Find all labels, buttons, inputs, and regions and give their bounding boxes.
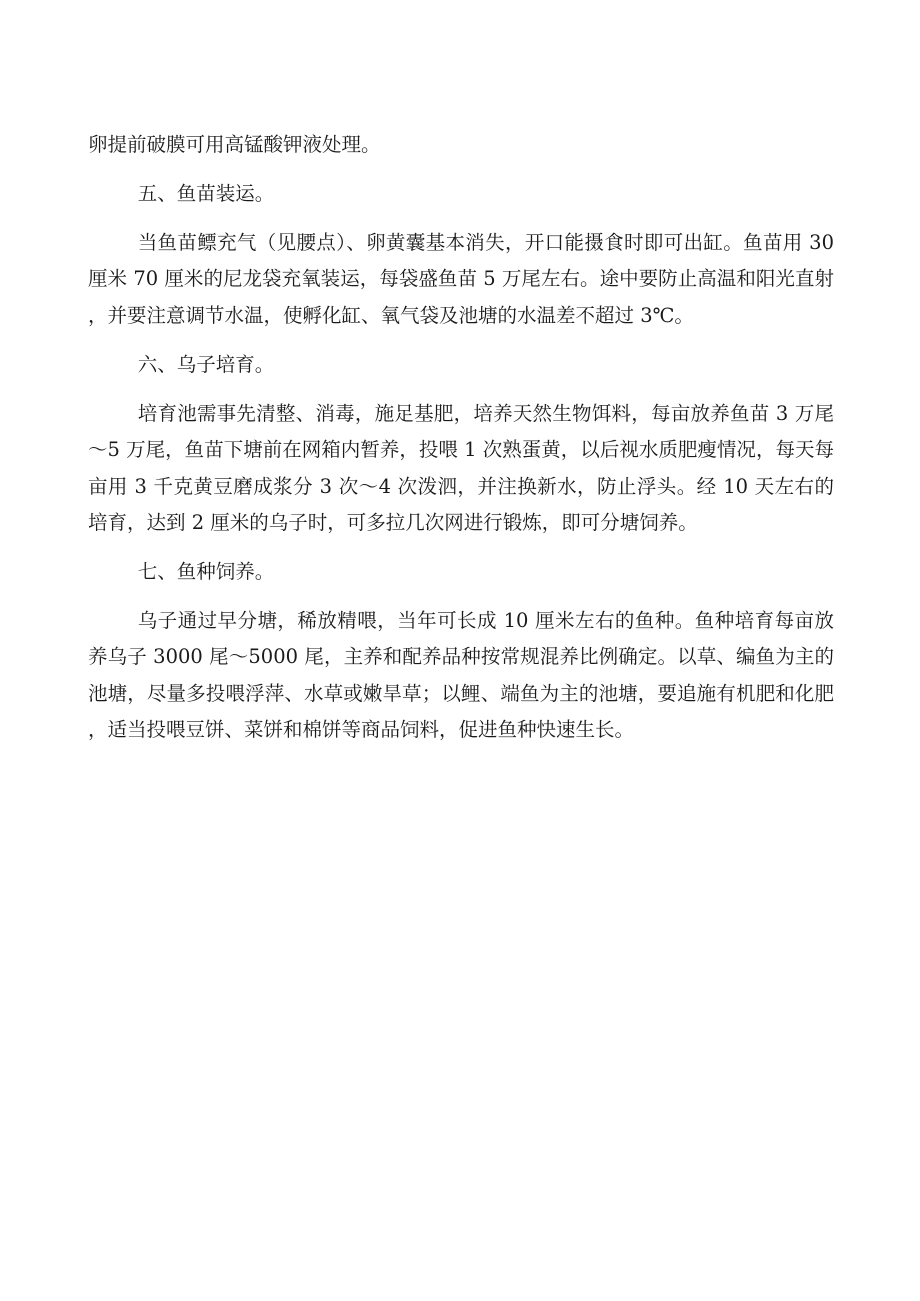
paragraph-fry-transport: 当鱼苗鳔充气（见腰点）、卵黄囊基本消失，开口能摄食时即可出缸。鱼苗用 30 厘米 70 厘米的尼龙袋充氧装运，每袋盛鱼苗 5 万尾左右。途中要防止高温和阳光直射，并要注意调节水温，使孵化缸、氧气袋及池塘的水温差不超过 3℃。	[88, 231, 834, 327]
paragraph-fingerling-feeding: 乌子通过早分塘，稀放精喂，当年可长成 10 厘米左右的鱼种。鱼种培育每亩放养乌子 3000 尾～5000 尾，主养和配养品种按常规混养比例确定。以草、编鱼为主的池塘，尽量多投喂浮萍、水草或嫩旱草；以鲤、端鱼为主的池塘，要追施有机肥和化肥，适当投喂豆饼、菜饼和棉饼等商品饲料，促进鱼种快速生长。	[88, 609, 834, 742]
paragraph-continuation: 卵提前破膜可用高锰酸钾液处理。	[88, 133, 381, 156]
document-body	[88, 127, 834, 761]
paragraph-wuzi-rearing: 培育池需事先清整、消毒，施足基肥，培养天然生物饵料，每亩放养鱼苗 3 万尾～5 万尾，鱼苗下塘前在网箱内暂养，投喂 1 次熟蛋黄，以后视水质肥瘦情况，每天每亩用 3 千克黄豆磨成浆分 3 次～4 次泼泗，并注换新水，防止浮头。经 10 天左右的培育，达到 2 厘米的乌子时，可多拉几次网进行锻炼，即可分塘饲养。	[88, 401, 834, 535]
section-heading-fingerling-feeding: 七、鱼种饲养。	[137, 560, 275, 584]
section-heading-wuzi-rearing: 六、乌子培育。	[137, 352, 275, 376]
section-heading-fry-transport: 五、鱼苗装运。	[137, 182, 275, 205]
